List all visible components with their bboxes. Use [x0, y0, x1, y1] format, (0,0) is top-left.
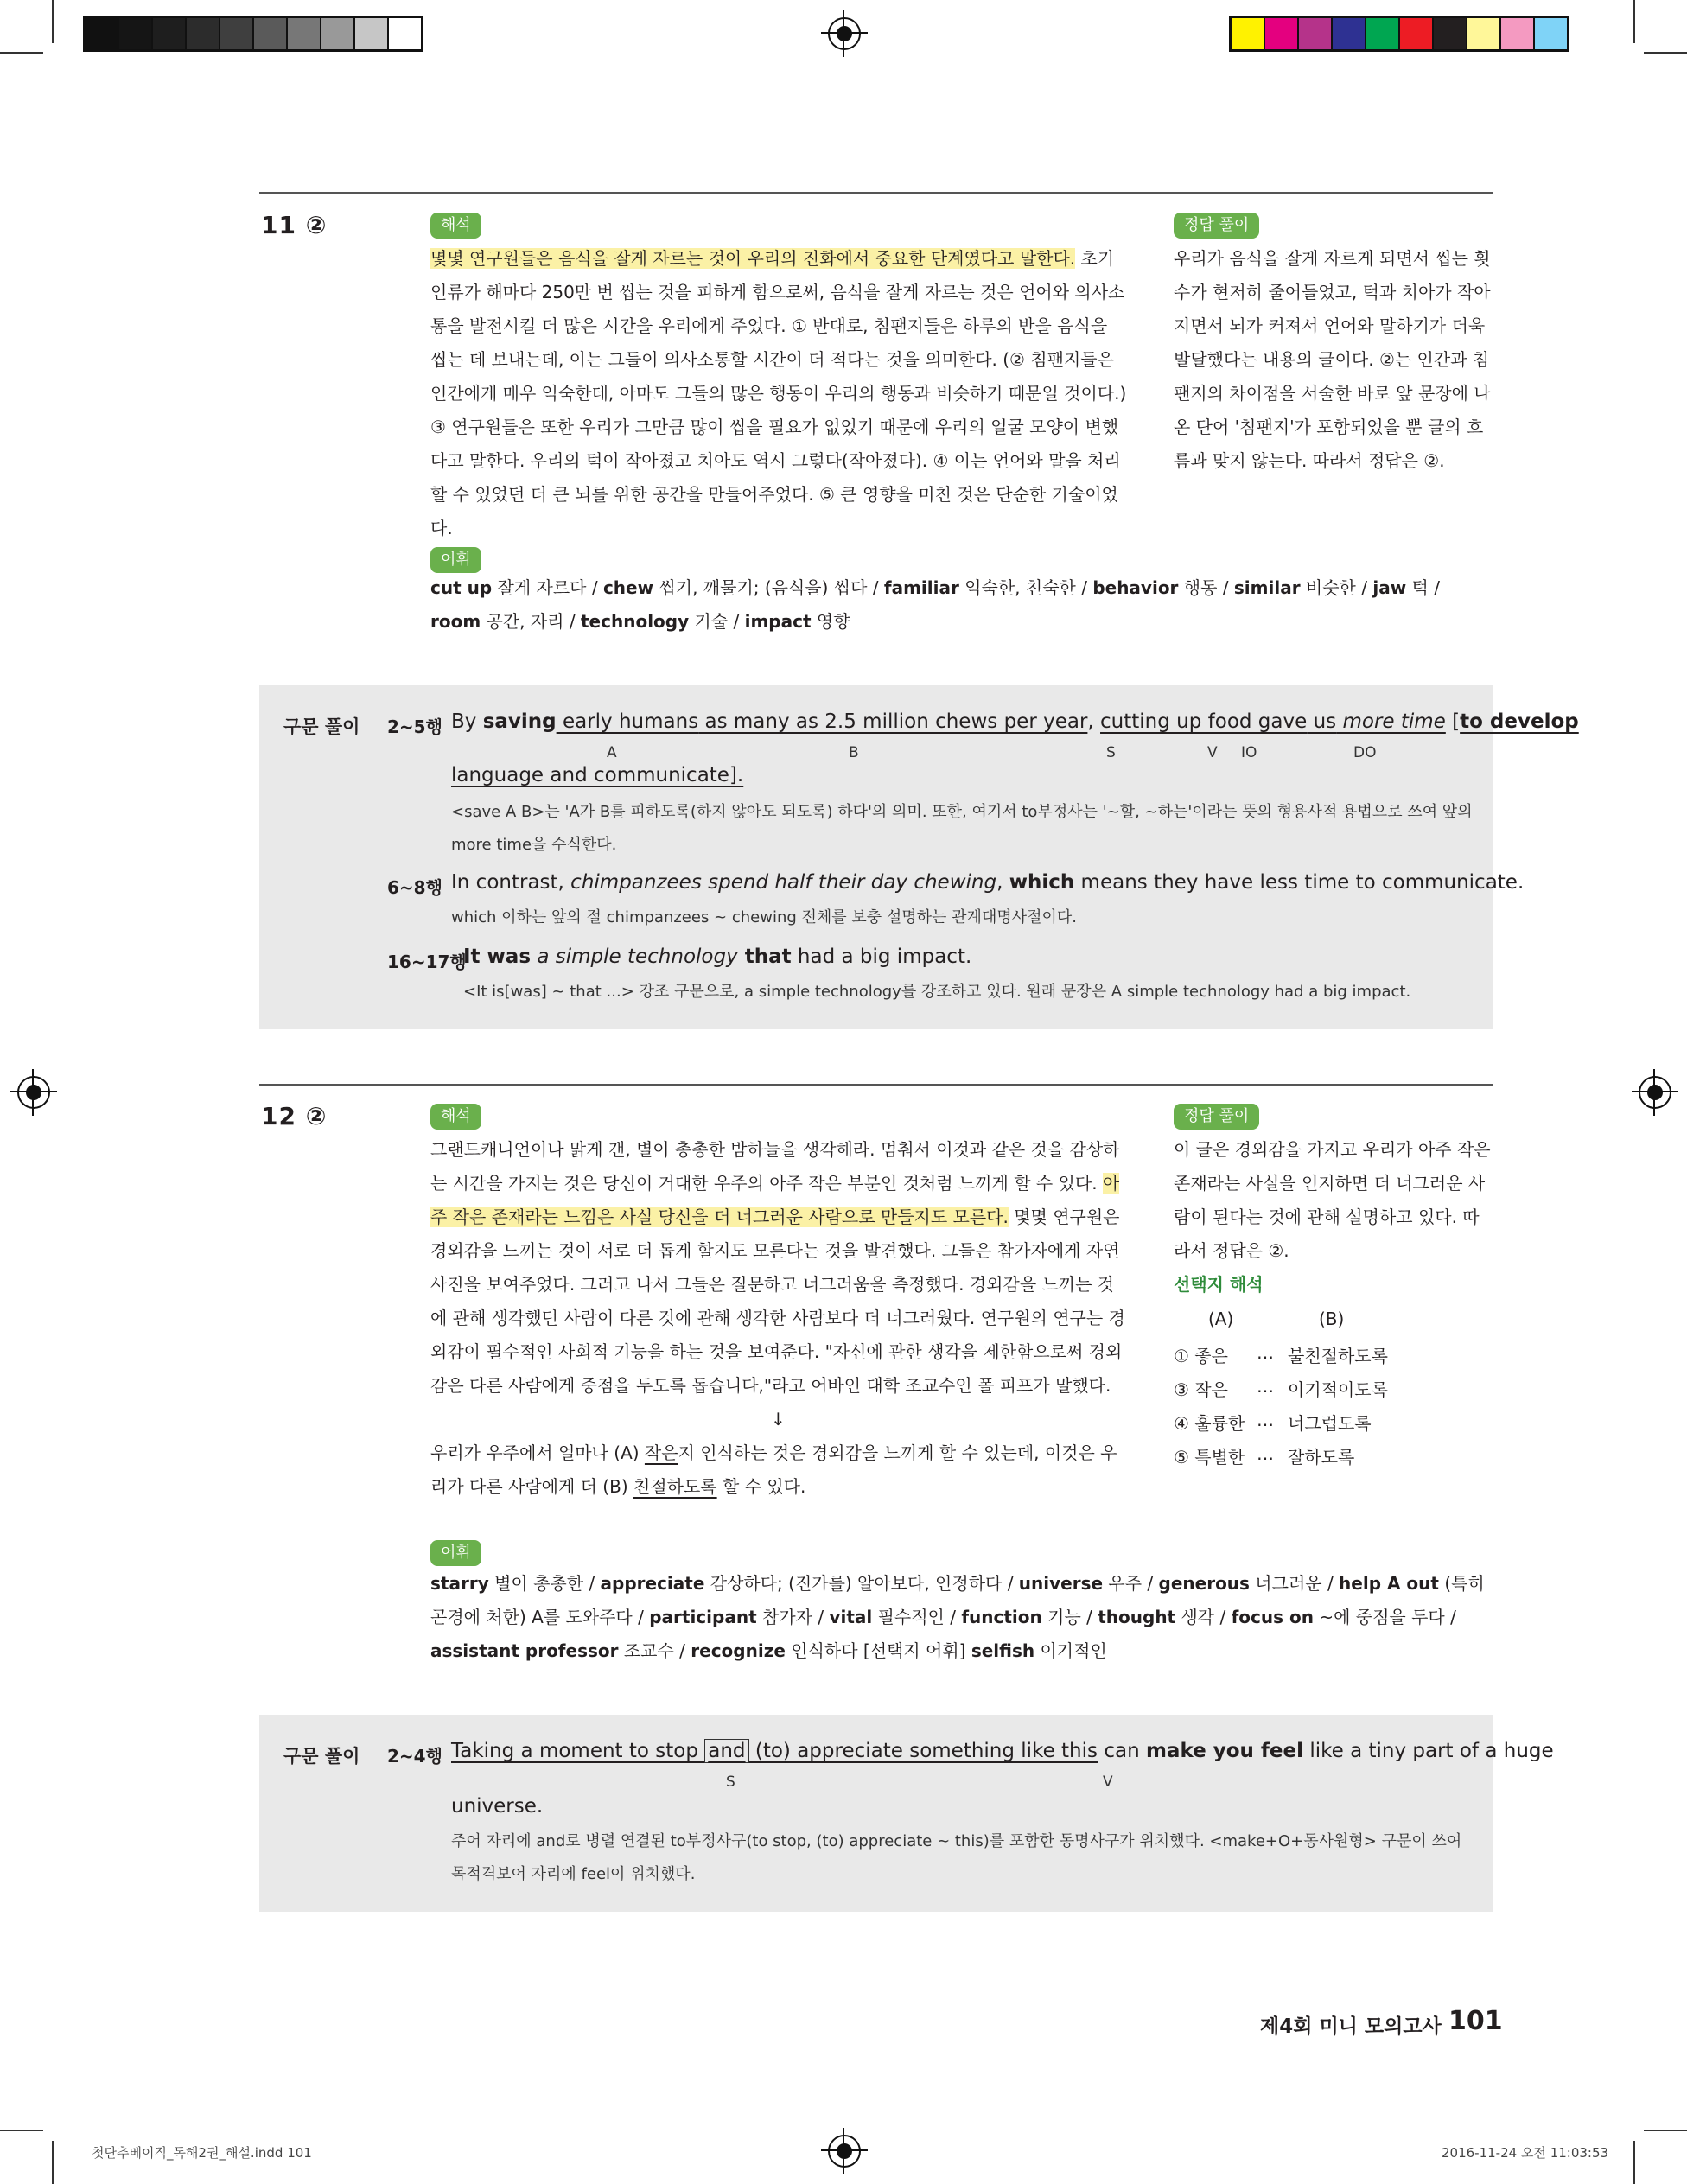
vocab-item: chew 씹기, 깨물기; (음식을) 씹다 / — [602, 577, 884, 598]
topic-sentence-highlight: 아주 작은 존재라는 느낌은 사실 당신을 더 너그러운 사람으로 만들지도 모른다. — [430, 1173, 1120, 1227]
vocab-item: function 기능 / — [961, 1607, 1098, 1627]
syntax-box — [259, 1715, 1554, 1912]
summary-arrow: ↓ — [771, 1409, 786, 1429]
crop-mark — [1644, 52, 1687, 54]
crop-mark — [1633, 2141, 1635, 2184]
color-swatch — [1299, 18, 1333, 49]
color-swatch — [1467, 18, 1501, 49]
topic-sentence-highlight: 몇몇 연구원들은 음식을 잘게 자르는 것이 우리의 진화에서 중요한 단계였다고 말한다. — [430, 248, 1076, 269]
registration-mark-top — [828, 17, 861, 50]
vocab-item: vital 필수적인 / — [829, 1607, 962, 1627]
grammar-marker: S — [726, 1773, 735, 1791]
grammar-marker: S — [1106, 744, 1116, 761]
grammar-marker: IO — [1241, 744, 1257, 761]
crop-mark — [1633, 0, 1635, 43]
color-swatch — [1501, 18, 1535, 49]
syntax-sentence: By saving early humans as many as 2.5 million chews per year, cutting up food gave us more time [to develop — [451, 710, 1579, 733]
translation-badge: 해석 — [430, 213, 481, 239]
answer-explanation-badge: 정답 풀이 — [1174, 213, 1259, 239]
syntax-box — [259, 685, 1579, 1029]
choice-b: 불친절하도록 — [1288, 1346, 1388, 1366]
grammar-marker: V — [1103, 1773, 1113, 1791]
translation-text: 그랜드캐니언이나 맑게 갠, 별이 총총한 밤하늘을 생각해라. 멈춰서 이것과 같은 것을 감상하는 시간을 가지는 것은 당신이 거대한 우주의 아주 작은 부분인 것처럼 느끼게 할 수 있다. 아주 작은 존재라는 느낌은 사실 당신을 더 너그러운 사람으로 만들지도 모른다. 몇몇 연구원은 경외감을 느끼는 것이 서로 더 돕게 할지도 모른다는 것을 발견했다. 그들은 참가자에게 자연 사진을 보여주었다. 그러고 나서 그들은 질문하고 너그러움을 측정했다. 경외감을 느끼는 것에 관해 생각했던 사람이 다른 것에 관해 생각한 사람보다 더 너그러웠다. 연구원의 연구는 경외감이 필수적인 사회적 기능을 하는 것을 보여준다. "자신에 관한 생각을 제한함으로써 경외감은 다른 사람에게 중점을 두도록 돕습니다,"라고 어바인 대학 조교수인 폴 피프가 말했다. — [430, 1139, 1125, 1396]
choice-b: 이기적이도록 — [1288, 1379, 1388, 1400]
crop-mark — [1644, 2130, 1687, 2131]
syntax-sentence-continued: language and communicate]. — [451, 764, 744, 786]
question-number: 11 ② — [261, 211, 328, 239]
section-rule — [259, 192, 1493, 194]
syntax-note: which 이하는 앞의 절 chimpanzees ~ chewing 전체를 보충 설명하는 관계대명사절이다. — [451, 908, 1077, 926]
syntax-note: <It is[was] ~ that ...> 강조 구문으로, a simple technology를 강조하고 있다. 원래 문장은 A simple technology had a big impact. — [463, 983, 1411, 1001]
vocab-item: appreciate 감상하다; (진가를) 알아보다, 인정하다 / — [600, 1573, 1019, 1594]
timestamp-slug: 2016-11-24 오전 11:03:53 — [1442, 2145, 1609, 2161]
line-ref: 16~17행 — [387, 952, 467, 972]
syntax-note: <save A B>는 'A가 B를 피하도록(하지 않아도 되도록) 하다'의 의미. 또한, 여기서 to부정사는 '~할, ~하는'이라는 뜻의 형용사적 용법으로 쓰여 앞의 more time을 수식한다. — [451, 803, 1473, 854]
color-swatch — [1232, 18, 1265, 49]
color-swatch — [1535, 18, 1567, 49]
vocab-item: generous 너그러운 / — [1158, 1573, 1340, 1594]
color-swatch — [1434, 18, 1467, 49]
vocab-item: familiar 익숙한, 친숙한 / — [883, 577, 1093, 598]
choice-b: 잘하도록 — [1288, 1447, 1355, 1468]
choice-option: ③ 작은 — [1174, 1379, 1228, 1400]
choice-dots: … — [1257, 1410, 1274, 1430]
syntax-sentence: Taking a moment to stop and (to) appreciate something like this can make you feel like a tiny part of a huge — [451, 1740, 1554, 1762]
choices-col-a-header: (A) — [1208, 1308, 1234, 1329]
vocab-item: similar 비슷한 / — [1233, 577, 1373, 598]
choice-option: ④ 훌륭한 — [1174, 1413, 1245, 1434]
vocab-item: behavior 행동 / — [1092, 577, 1234, 598]
choice-option: ① 좋은 — [1174, 1346, 1228, 1366]
crop-mark — [0, 52, 43, 54]
vocabulary-list — [430, 571, 1493, 639]
vocab-item: jaw 턱 / — [1372, 577, 1440, 598]
vocab-item: universe 우주 / — [1018, 1573, 1159, 1594]
choice-dots: … — [1257, 1443, 1274, 1464]
vocab-item: cut up 잘게 자르다 / — [430, 577, 603, 598]
vocab-item: assistant professor 조교수 / — [430, 1640, 691, 1661]
crop-mark — [52, 0, 54, 43]
grammar-marker: B — [849, 744, 859, 761]
crop-mark — [0, 2130, 43, 2131]
section-rule — [259, 1084, 1493, 1086]
color-swatch — [1333, 18, 1366, 49]
question-number: 12 ② — [261, 1102, 328, 1130]
crop-mark — [52, 2141, 54, 2184]
vocabulary-badge: 어휘 — [430, 547, 481, 573]
choice-option: ⑤ 특별한 — [1174, 1447, 1245, 1468]
syntax-label: 구문 풀이 — [283, 1746, 360, 1767]
vocab-item: help A out (특히 곤경에 처한) A를 도와주다 / — [430, 1573, 1485, 1627]
vocab-item: participant 참가자 / — [649, 1607, 830, 1627]
syntax-sentence: In contrast, chimpanzees spend half their day chewing, which means they have less time to communicate. — [451, 871, 1525, 894]
choice-b: 너그럽도록 — [1288, 1413, 1372, 1434]
line-ref: 2~4행 — [387, 1746, 442, 1767]
grammar-marker: DO — [1353, 744, 1377, 761]
registration-mark-left — [17, 1076, 50, 1109]
translation-badge: 해석 — [430, 1104, 481, 1130]
vocab-item: starry 별이 총총한 / — [430, 1573, 601, 1594]
vocab-item: selfish 이기적인 — [971, 1640, 1107, 1661]
vocab-item: room 공간, 자리 / — [430, 611, 581, 632]
syntax-sentence: It was a simple technology that had a big impact. — [463, 946, 972, 968]
line-ref: 6~8행 — [387, 877, 442, 898]
vocab-item: impact 영향 — [744, 611, 850, 632]
syntax-note: 주어 자리에 and로 병렬 연결된 to부정사구(to stop, (to) appreciate ~ this)를 포함한 동명사구가 위치했다. <make+O+동사원형> 구문이 쓰여 목적격보어 자리에 feel이 위치했다. — [451, 1832, 1462, 1883]
translation-text: 몇몇 연구원들은 음식을 잘게 자르는 것이 우리의 진화에서 중요한 단계였다고 말한다. 초기 인류가 해마다 250만 번 씹는 것을 피하게 함으로써, 음식을 잘게 자르는 것은 언어와 의사소통을 발전시킬 더 많은 시간을 우리에게 주었다. ① 반대로, 침팬지들은 하루의 반을 음식을 씹는 데 보내는데, 이는 그들이 의사소통할 시간이 더 적다는 것을 의미한다. (② 침팬지들은 인간에게 매우 익숙한데, 아마도 그들의 많은 행동이 우리의 행동과 비슷하기 때문일 것이다.) ③ 연구원들은 또한 우리가 그만큼 많이 씹을 필요가 없었기 때문에 우리의 얼굴 모양이 변했다고 말한다. 우리의 턱이 작아졌고 치아도 역시 그렇다(작아졌다). ④ 이는 언어와 말을 처리할 수 있었던 더 큰 뇌를 위한 공간을 만들어주었다. ⑤ 큰 영향을 미친 것은 단순한 기술이었다. — [430, 248, 1127, 538]
answer-explanation-text: 우리가 음식을 잘게 자르게 되면서 씹는 횟수가 현저히 줄어들었고, 턱과 치아가 작아지면서 뇌가 커져서 언어와 말하기가 더욱 발달했다는 내용의 글이다. ②는 인간과 침팬지의 차이점을 서술한 바로 앞 문장에 나온 단어 '침팬지'가 포함되었을 뿐 글의 흐름과 맞지 않는다. 따라서 정답은 ②. — [1174, 248, 1491, 471]
line-ref: 2~5행 — [387, 716, 442, 737]
syntax-label: 구문 풀이 — [283, 716, 360, 737]
vocabulary-list — [430, 1567, 1493, 1668]
choices-col-b-header: (B) — [1319, 1308, 1345, 1329]
color-swatch — [1265, 18, 1299, 49]
grayscale-color-bar — [83, 16, 423, 52]
choice-dots: … — [1257, 1342, 1274, 1363]
registration-mark-right — [1639, 1076, 1671, 1109]
color-swatch — [1400, 18, 1434, 49]
grammar-marker: V — [1207, 744, 1218, 761]
color-swatch — [1366, 18, 1400, 49]
answer-explanation-badge: 정답 풀이 — [1174, 1104, 1259, 1130]
grammar-marker: A — [607, 744, 617, 761]
file-slug: 첫단추베이직_독해2권_해설.indd 101 — [92, 2145, 312, 2161]
vocab-item: recognize 인식하다 [선택지 어휘] — [691, 1640, 971, 1661]
choices-title: 선택지 해석 — [1174, 1274, 1264, 1295]
page-number: 101 — [1448, 2006, 1503, 2036]
vocab-item: focus on ~에 중점을 두다 / — [1231, 1607, 1456, 1627]
vocab-item: technology 기술 / — [581, 611, 745, 632]
registration-mark-bottom — [828, 2135, 861, 2168]
summary-sentence: 우리가 우주에서 얼마나 (A) 작은지 인식하는 것은 경외감을 느끼게 할 수 있는데, 이것은 우리가 다른 사람에게 더 (B) 친절하도록 할 수 있다. — [430, 1442, 1117, 1497]
footer-section-title: 제4회 미니 모의고사 — [1260, 2015, 1442, 2038]
conjunction-box: and — [704, 1739, 748, 1763]
vocab-item: thought 생각 / — [1098, 1607, 1232, 1627]
answer-explanation-text: 이 글은 경외감을 가지고 우리가 아주 작은 존재라는 사실을 인지하면 더 너그러운 사람이 된다는 것에 관해 설명하고 있다. 따라서 정답은 ②. — [1174, 1139, 1491, 1261]
cmyk-color-bar — [1229, 16, 1569, 52]
syntax-sentence-continued: universe. — [451, 1795, 544, 1818]
choice-dots: … — [1257, 1376, 1274, 1397]
vocabulary-badge: 어휘 — [430, 1540, 481, 1566]
